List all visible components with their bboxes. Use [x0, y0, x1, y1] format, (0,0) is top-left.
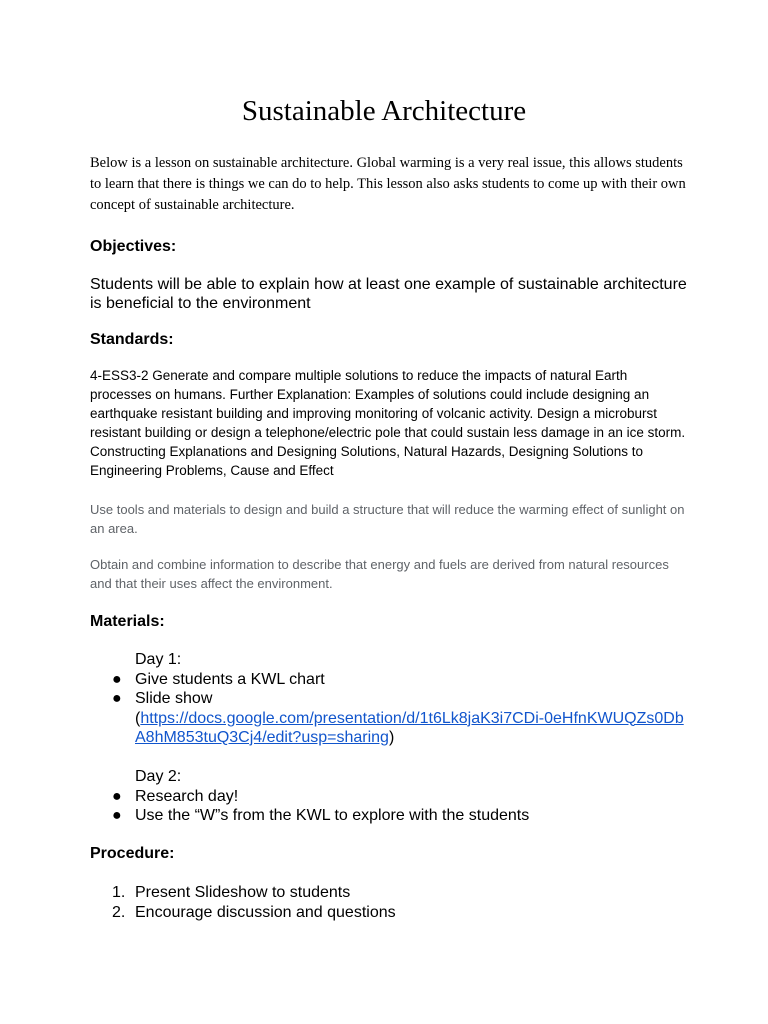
- slideshow-link-line: [90, 709, 690, 748]
- list-item: [90, 903, 690, 923]
- list-item-text: Slide show: [135, 690, 213, 707]
- list-item: [90, 670, 690, 690]
- list-item: [90, 787, 690, 807]
- slideshow-link[interactable]: https://docs.google.com/presentation/d/1t6Lk8jaK3i7CDi-0eHfnKWUQZs0DbA8hM853tuQ3Cj4/edit?usp=sharing: [135, 709, 684, 746]
- list-item: [90, 806, 690, 826]
- bullet-icon: ●: [112, 807, 122, 824]
- bullet-icon: ●: [112, 787, 122, 805]
- step-number: 1.: [112, 884, 126, 901]
- materials-day1-list: [90, 650, 690, 748]
- objectives-text: Students will be able to explain how at least one example of sustainable architecture is beneficial to the environment: [90, 276, 687, 312]
- intro-paragraph: Below is a lesson on sustainable architecture. Global warming is a very real issue, this allows students to learn that there is things we can do to help. This lesson also asks students to come up with their own concept of sustainable architecture.: [90, 155, 686, 213]
- objectives-heading: Objectives:: [90, 238, 177, 255]
- standards-heading: Standards:: [90, 331, 174, 348]
- step-number: 2.: [112, 903, 126, 921]
- standard-extra-2: Obtain and combine information to describe that energy and fuels are derived from natural resources and that their uses affect the environment.: [90, 557, 669, 591]
- day1-label: Day 1:: [135, 651, 182, 668]
- materials-heading: Materials:: [90, 613, 165, 630]
- list-item-text: Research day!: [135, 787, 239, 805]
- paren-open: (: [135, 709, 141, 727]
- procedure-heading: Procedure:: [90, 845, 175, 862]
- document-title: Sustainable Architecture: [241, 95, 527, 127]
- list-item: [90, 689, 690, 709]
- paren-close: ): [388, 729, 395, 746]
- procedure-list: [90, 883, 690, 922]
- step-text: Present Slideshow to students: [135, 884, 351, 901]
- standard-extra-1: Use tools and materials to design and build a structure that will reduce the warming effect of sunlight on an area.: [90, 502, 685, 536]
- bullet-icon: ●: [112, 670, 122, 688]
- bullet-icon: ●: [112, 690, 122, 707]
- step-text: Encourage discussion and questions: [135, 903, 396, 921]
- list-item: [90, 883, 690, 903]
- day2-label: Day 2:: [135, 768, 182, 785]
- list-item-text: Use the “W”s from the KWL to explore with the students: [135, 807, 530, 824]
- list-item-text: Give students a KWL chart: [135, 670, 325, 688]
- materials-day2-list: [90, 767, 690, 826]
- standards-text: 4-ESS3-2 Generate and compare multiple solutions to reduce the impacts of natural Earth processes on humans. Further Explanation: Examples of solutions could include designing an earthquake resistant building and improving monitoring of volcanic activity. Design a microburst resistant building or design a telephone/electric pole that could sustain less damage in an ice storm. Constructing Explanations and Designing Solutions, Natural Hazards, Designing Solutions to Engineering Problems, Cause and Effect: [90, 368, 686, 478]
